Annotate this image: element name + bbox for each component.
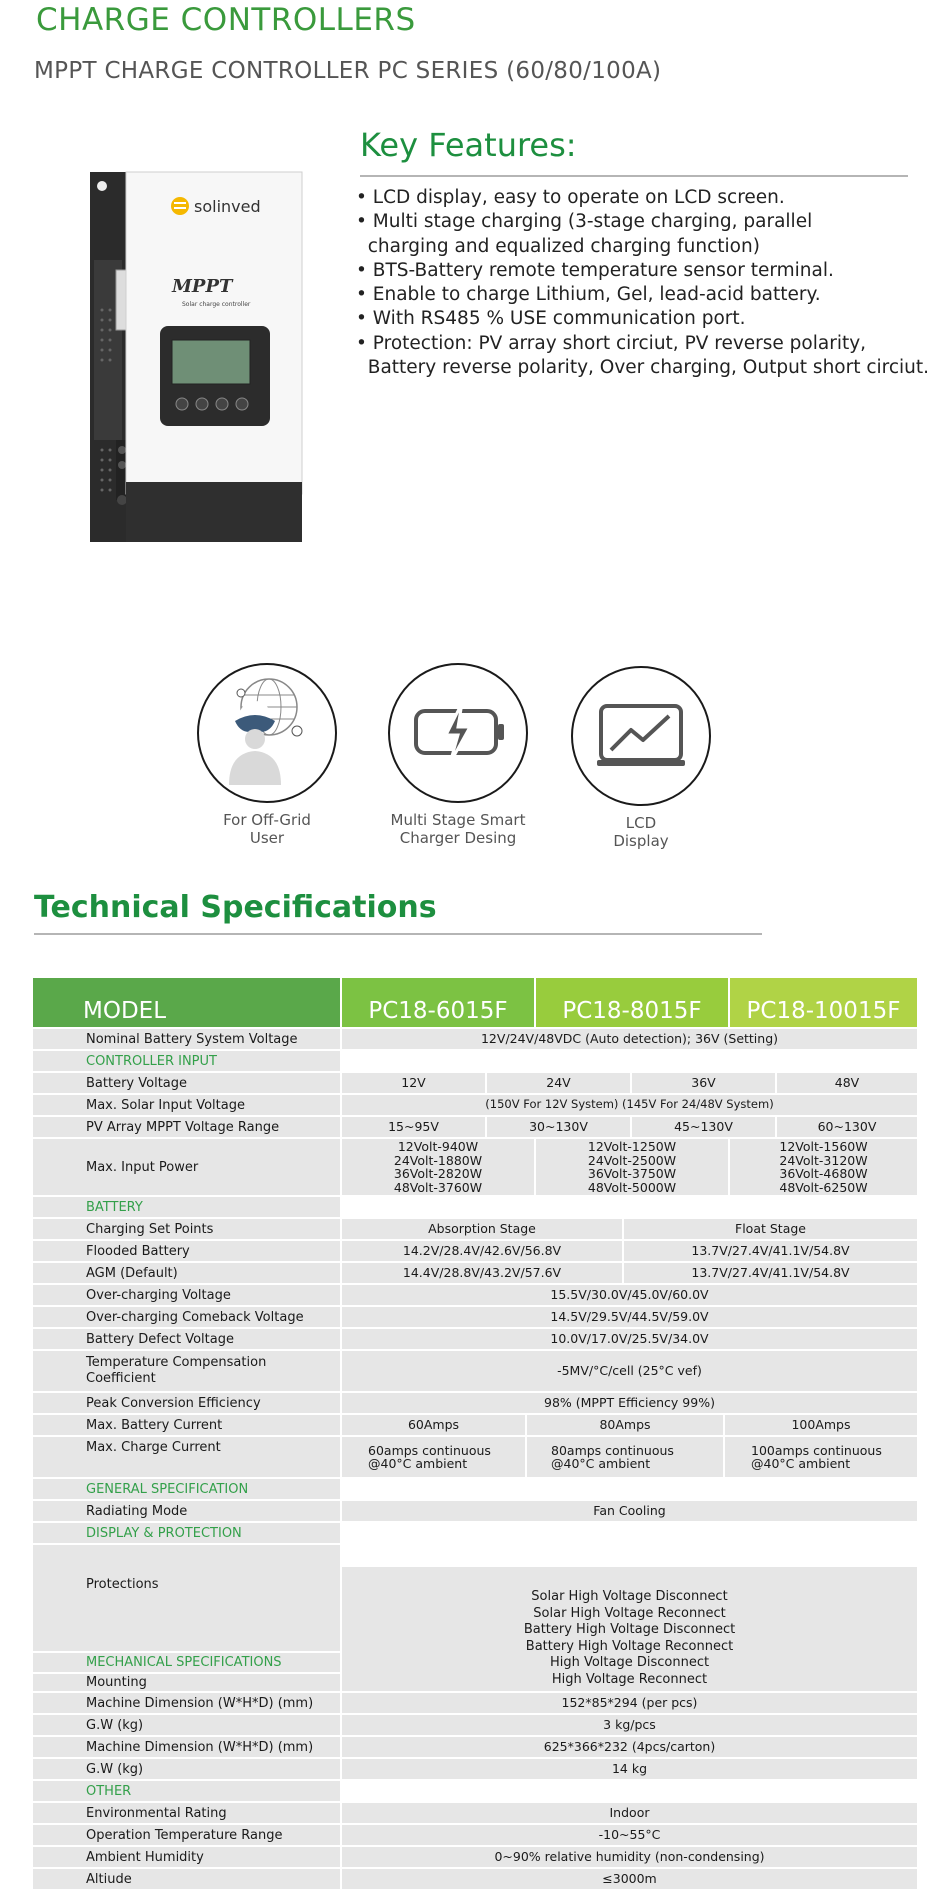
table-row: Ambient Humidity 0~90% relative humidity (non-condensing) [33,1847,917,1867]
off-grid-user-icon [197,663,337,803]
feature-item: • BTS-Battery remote temperature sensor terminal. [356,259,834,281]
key-features-divider [360,175,908,177]
product-image [86,160,306,550]
feature-item: Battery reverse polarity, Over charging, Output short circiut. [356,357,930,379]
product-caption: Solar charge controller [182,301,251,308]
table-row: Flooded Battery 14.2V/28.4V/42.6V/56.8V 13.7V/27.4V/41.1V/54.8V [33,1241,917,1261]
feature-item: • Enable to charge Lithium, Gel, lead-acid battery. [356,284,821,306]
table-row-section: GENERAL SPECIFICATION [33,1479,917,1499]
table-row: Peak Conversion Efficiency 98% (MPPT Efficiency 99%) [33,1393,917,1413]
table-row: Max. Charge Current 60amps continuous @40°C ambient 80amps continuous @40°C ambient 100amps continuous @40°C ambient [33,1437,917,1477]
feature-item: • LCD display, easy to operate on LCD screen. [356,187,785,208]
table-row-section: OTHER [33,1781,917,1801]
table-row: Temperature Compensation Coefficient -5MV/°C/cell (25°C vef) [33,1351,917,1391]
charge-controller-illustration [86,160,306,550]
feature-label: LCD Display [613,814,669,850]
table-row: Radiating Mode Fan Cooling [33,1501,917,1521]
key-features-title: Key Features: [360,126,577,164]
table-row: Nominal Battery System Voltage 12V/24V/48VDC (Auto detection); 36V (Setting) [33,1029,917,1049]
table-row-section: BATTERY [33,1197,917,1217]
table-row: Altiude ≤3000m [33,1869,917,1889]
table-row: Operation Temperature Range -10~55°C [33,1825,917,1845]
table-row: Mounting [33,1674,340,1691]
feature-item: • Multi stage charging (3-stage charging, parallel [356,211,813,233]
battery-charging-icon [388,663,528,803]
protections-values: Solar High Voltage Disconnect Solar High Voltage Reconnect Battery High Voltage Disconnect Battery High Voltage Reconnect High Voltage Disconnect High Voltage Reconnect [342,1567,917,1691]
table-row-section: CONTROLLER INPUT [33,1051,917,1071]
table-row: AGM (Default) 14.4V/28.8V/43.2V/57.6V 13.7V/27.4V/41.1V/54.8V [33,1263,917,1283]
page-title: CHARGE CONTROLLERS [36,2,416,38]
feature-item: • With RS485 % USE communication port. [356,308,746,330]
feature-label: Multi Stage Smart Charger Desing [390,811,526,847]
table-row: Battery Voltage 12V 24V 36V 48V [33,1073,917,1093]
tech-specs-title: Technical Specifications [34,890,437,925]
table-row: G.W (kg) 14 kg [33,1759,917,1779]
header-pc18-8015f: PC18-8015F [536,978,728,1027]
tech-specs-divider [34,933,762,935]
table-row-section: MECHANICAL SPECIFICATIONS [33,1653,340,1672]
mppt-mark: MPPT [172,276,233,297]
feature-lcd [566,666,716,850]
spec-table [33,978,917,1900]
header-model: MODEL [33,978,340,1027]
table-row: Over-charging Voltage 15.5V/30.0V/45.0V/60.0V [33,1285,917,1305]
table-row: G.W (kg) 3 kg/pcs [33,1715,917,1735]
table-row: Battery Defect Voltage 10.0V/17.0V/25.5V/34.0V [33,1329,917,1349]
table-row: Machine Dimension (W*H*D) (mm) 625*366*232 (4pcs/carton) [33,1737,917,1757]
table-row: Max. Input Power 12Volt-940W 24Volt-1880W 36Volt-2820W 48Volt-3760W 12Volt-1250W 24Volt-2500W 36Volt-3750W 48Volt-5000W 12Volt-1560W 24Volt-3120W 36Volt-4680W 48Volt-6250W [33,1139,917,1195]
table-row: Over-charging Comeback Voltage 14.5V/29.5V/44.5V/59.0V [33,1307,917,1327]
table-row: Protections [33,1545,917,1651]
header-pc18-10015f: PC18-10015F [730,978,917,1027]
table-row: Environmental Rating Indoor [33,1803,917,1823]
page-subtitle: MPPT CHARGE CONTROLLER PC SERIES (60/80/100A) [34,58,662,84]
feature-item: charging and equalized charging function) [356,235,760,257]
feature-item: • Protection: PV array short circiut, PV reverse polarity, [356,332,867,354]
table-row: Max. Battery Current 60Amps 80Amps 100Amps [33,1415,917,1435]
feature-multi-stage [383,663,533,847]
table-row: Machine Dimension (W*H*D) (mm) 152*85*294 (per pcs) [33,1693,917,1713]
table-row: Charging Set Points Absorption Stage Float Stage [33,1219,917,1239]
header-pc18-6015f: PC18-6015F [342,978,534,1027]
brand-logo-text: solinved [194,197,261,216]
lcd-display-icon [571,666,711,806]
feature-off-grid [192,663,342,847]
feature-label: For Off-Grid User [223,811,311,847]
key-features-list [356,186,930,380]
table-row-section: DISPLAY & PROTECTION [33,1523,917,1543]
table-row: Max. Solar Input Voltage (150V For 12V System) (145V For 24/48V System) [33,1095,917,1115]
table-row: PV Array MPPT Voltage Range 15~95V 30~130V 45~130V 60~130V [33,1117,917,1137]
